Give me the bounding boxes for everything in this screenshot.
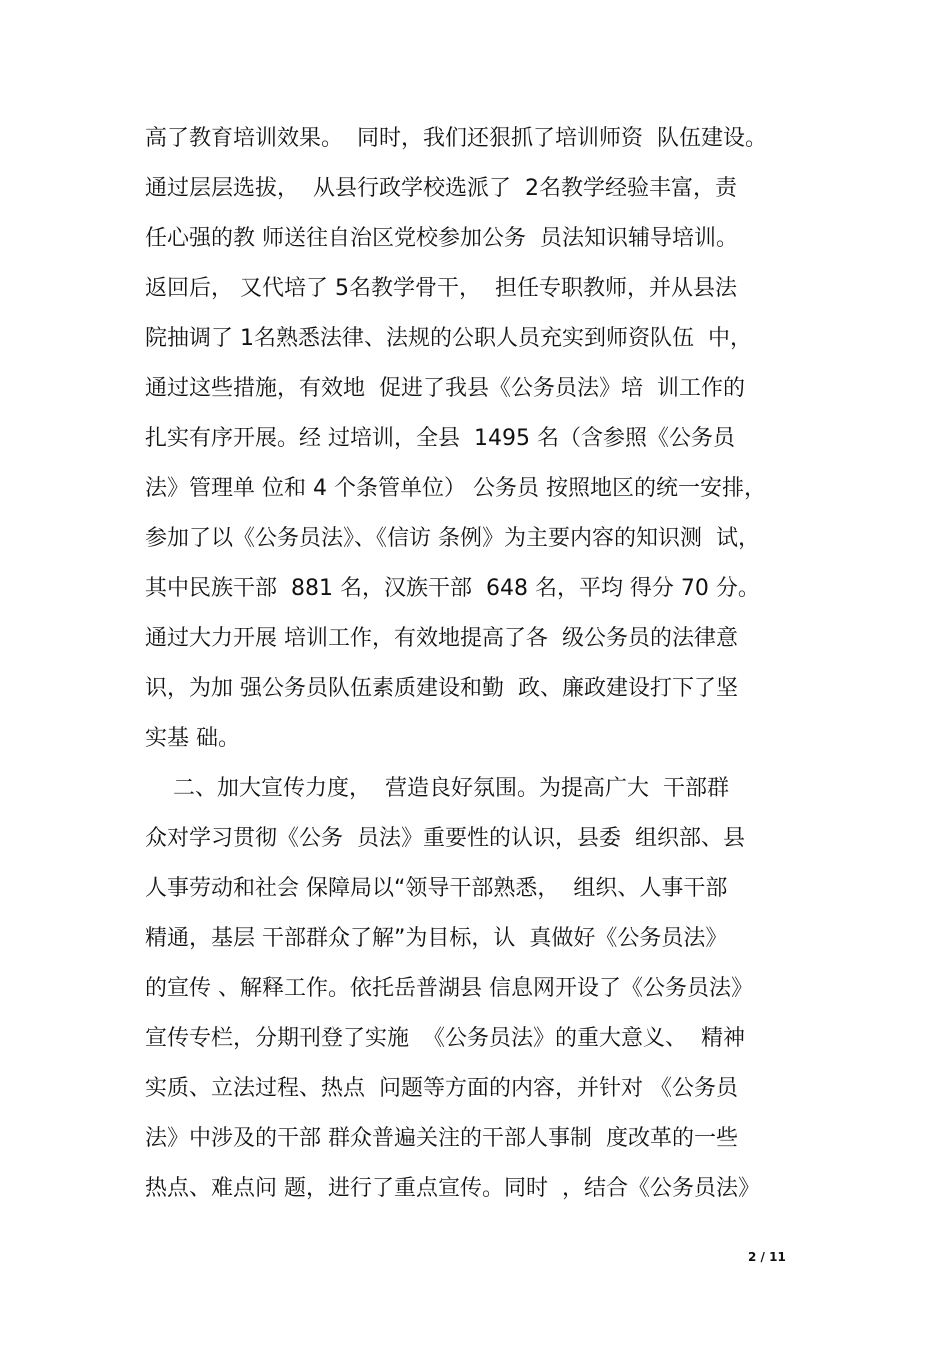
text-line: 任心强的教 师送往自治区党校参加公务 员法知识辅导培训。 (145, 226, 738, 251)
text-line: 人事劳动和社会 保障局以“领导干部熟悉， 组织、人事干部 (145, 876, 728, 901)
text-line: 法》管理单 位和 4 个条管单位） 公务员 按照地区的统一安排， (145, 476, 766, 501)
text-line: 通过大力开展 培训工作，有效地提高了各 级公务员的法律意 (145, 626, 738, 651)
text-line: 通过层层选拔， 从县行政学校选派了 2名教学经验丰富，责 (145, 176, 737, 201)
text-line: 其中民族干部 881 名，汉族干部 648 名，平均 得分 70 分。 (145, 576, 760, 601)
text-line: 二、加大宣传力度， 营造良好氛围。为提高广大 干部群 (145, 776, 729, 801)
page-number: 2 / 11 (748, 1250, 786, 1264)
text-line: 扎实有序开展。经 过培训，全县 1495 名（含参照《公务员 (145, 426, 735, 451)
text-line: 的宣传 、解释工作。依托岳普湖县 信息网开设了《公务员法》 (145, 976, 753, 1001)
text-line: 识，为加 强公务员队伍素质建设和勤 政、廉政建设打下了坚 (145, 676, 738, 701)
text-line: 院抽调了 1名熟悉法律、法规的公职人员充实到师资队伍 中， (145, 326, 752, 351)
text-line: 实基 础。 (145, 726, 240, 751)
text-line: 返回后， 又代培了 5名教学骨干， 担任专职教师，并从县法 (145, 276, 737, 301)
text-line: 宣传专栏，分期刊登了实施 《公务员法》的重大意义、 精神 (145, 1026, 745, 1051)
text-line: 高了教育培训效果。 同时，我们还狠抓了培训师资 队伍建设。 (145, 126, 767, 151)
text-line: 法》中涉及的干部 群众普遍关注的干部人事制 度改革的一些 (145, 1126, 738, 1151)
text-line: 参加了以《公务员法》、《信访 条例》为主要内容的知识测 试， (145, 526, 760, 551)
text-line: 众对学习贯彻《公务 员法》重要性的认识，县委 组织部、县 (145, 826, 745, 851)
text-line: 精通，基层 干部群众了解”为目标，认 真做好《公务员法》 (145, 926, 728, 951)
body-text (145, 120, 815, 1220)
text-line: 热点、难点问 题，进行了重点宣传。同时 ，结合《公务员法》 (145, 1176, 760, 1201)
text-line: 通过这些措施，有效地 促进了我县《公务员法》培 训工作的 (145, 376, 745, 401)
text-line: 实质、立法过程、热点 问题等方面的内容，并针对 《公务员 (145, 1076, 738, 1101)
